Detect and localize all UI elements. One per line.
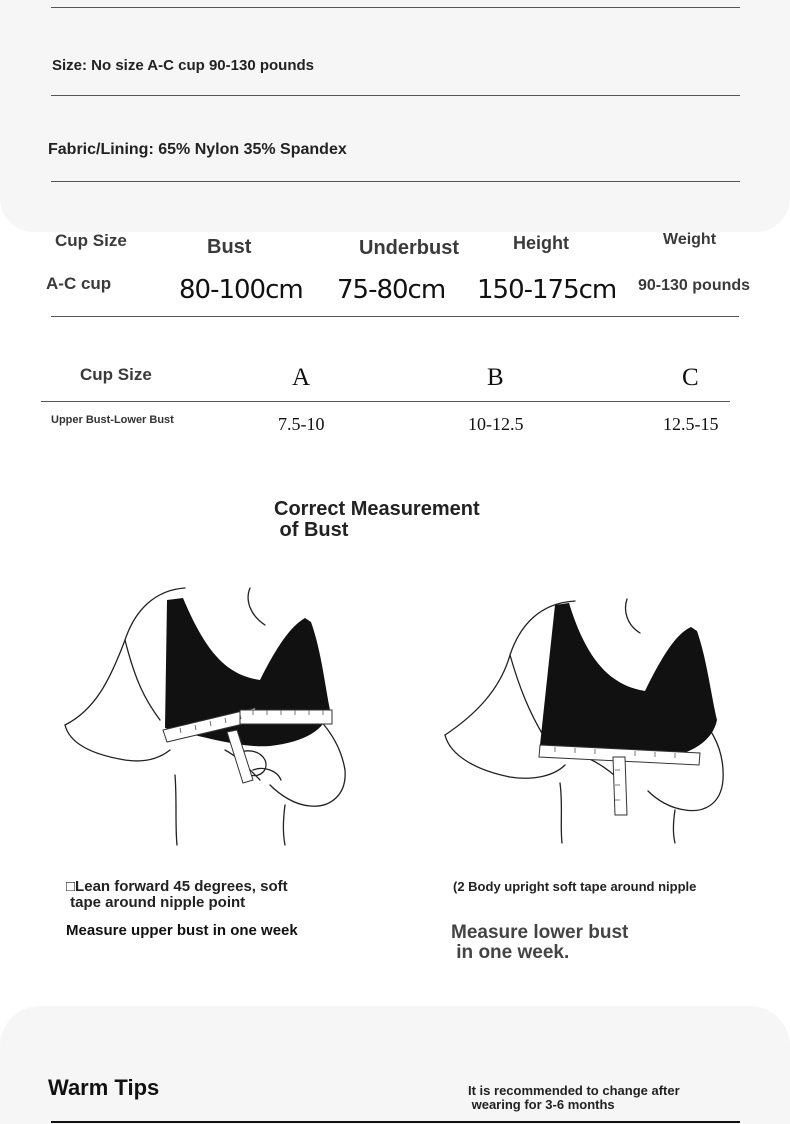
cup-range: 12.5-15 xyxy=(663,414,719,434)
fabric-spec: Fabric/Lining: 65% Nylon 35% Spandex xyxy=(48,141,347,158)
cup-table-header-label: Cup Size xyxy=(80,365,152,384)
left-note: Measure upper bust in one week xyxy=(66,922,298,939)
divider xyxy=(51,7,740,8)
spec-panel xyxy=(0,0,790,232)
size-table-value: 150-175cm xyxy=(477,275,617,305)
divider xyxy=(41,401,730,402)
size-table-value: A-C cup xyxy=(46,274,112,293)
size-table-header: Weight xyxy=(663,231,717,248)
cup-letter: B xyxy=(487,364,504,391)
size-table-header: Height xyxy=(513,233,569,253)
left-caption-line: tape around nipple point xyxy=(66,894,246,911)
measurement-title-line: Correct Measurement xyxy=(274,498,480,520)
right-note xyxy=(451,923,628,963)
measurement-title xyxy=(274,499,480,541)
size-table-value: 80-100cm xyxy=(179,275,303,305)
cup-letter: C xyxy=(682,364,699,391)
size-table-value: 90-130 pounds xyxy=(638,277,751,294)
left-caption xyxy=(66,879,288,911)
tips-text-line: wearing for 3-6 months xyxy=(468,1097,615,1112)
right-caption: (2 Body upright soft tape around nipple xyxy=(453,879,697,894)
divider xyxy=(51,181,740,182)
tips-title: Warm Tips xyxy=(48,1075,160,1100)
divider xyxy=(51,316,739,317)
size-table-header: Underbust xyxy=(359,237,459,259)
lean-forward-illustration xyxy=(55,580,355,850)
cup-range: 7.5-10 xyxy=(278,414,325,434)
size-spec: Size: No size A-C cup 90-130 pounds xyxy=(52,57,314,74)
upright-illustration xyxy=(435,595,735,845)
cup-letter: A xyxy=(292,364,311,391)
size-table-header: Cup Size xyxy=(55,231,127,250)
right-note-line: in one week. xyxy=(451,942,570,963)
divider xyxy=(51,1121,740,1123)
cup-range: 10-12.5 xyxy=(468,414,524,434)
right-note-line: Measure lower bust xyxy=(451,922,629,943)
divider xyxy=(51,95,740,96)
left-caption-line: □Lean forward 45 degrees, soft xyxy=(66,878,288,895)
tips-text-line: It is recommended to change after xyxy=(468,1083,680,1098)
size-table-value: 75-80cm xyxy=(337,275,446,305)
cup-table-row-label: Upper Bust-Lower Bust xyxy=(51,414,174,426)
tips-text xyxy=(468,1084,680,1112)
measurement-title-line: of Bust xyxy=(274,519,349,541)
size-table-header: Bust xyxy=(207,236,252,258)
